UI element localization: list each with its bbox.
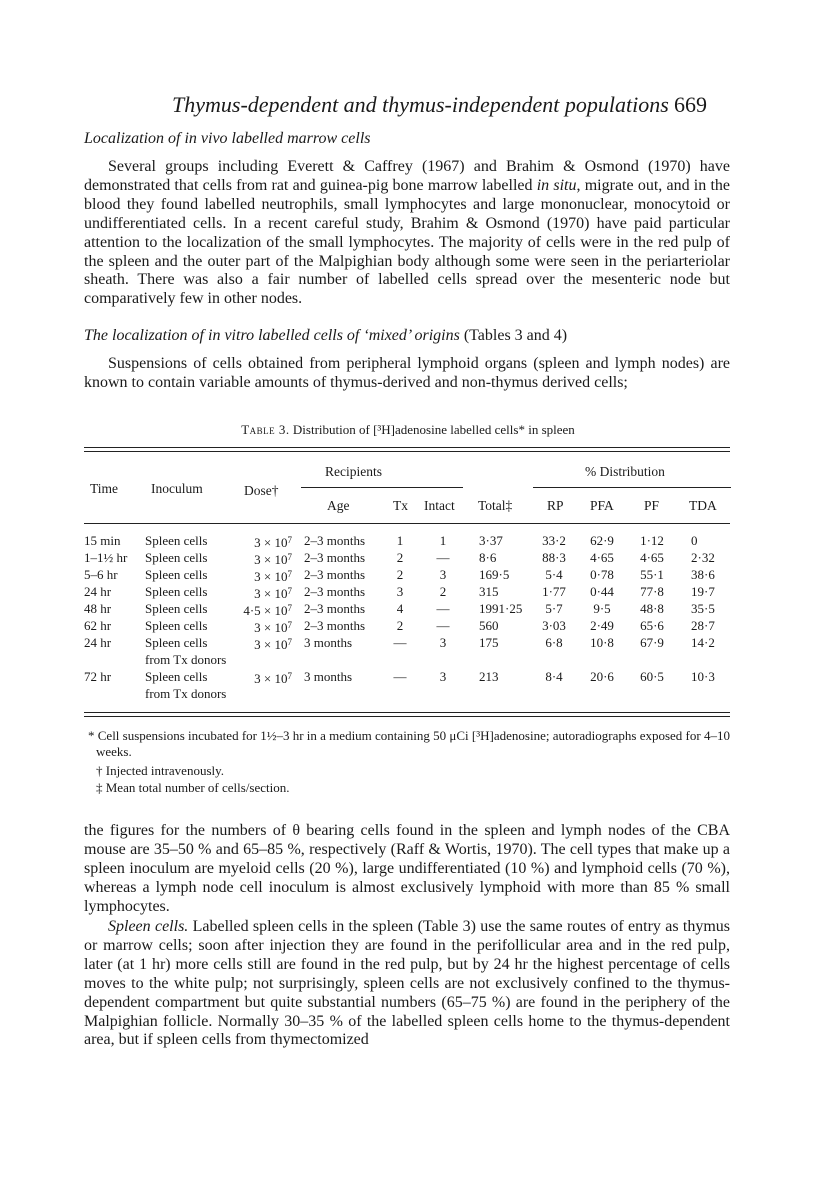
cell-inoculum: Spleen cells <box>145 601 208 616</box>
cell-pf: 60·5 <box>640 669 664 684</box>
cell-time: 24 hr <box>84 584 112 599</box>
cell-time: 24 hr <box>84 635 112 650</box>
col-tx-header: Tx <box>393 498 408 513</box>
col-rp-header: RP <box>547 498 564 513</box>
cell-tx: — <box>393 635 407 650</box>
cell-age: 2–3 months <box>304 618 366 633</box>
table-caption: Table 3. Distribution of [³H]adenosine labelled cells* in spleen <box>241 422 575 437</box>
cell-total: 175 <box>479 635 499 650</box>
cell-pfa: 2·49 <box>590 618 614 633</box>
cell-time: 62 hr <box>84 618 112 633</box>
cell-pfa: 20·6 <box>590 669 614 684</box>
cell-age: 2–3 months <box>304 550 366 565</box>
cell-age: 2–3 months <box>304 601 366 616</box>
cell-dose: $3 \times 10^7$ <box>254 552 292 567</box>
cell-pfa: 0·44 <box>590 584 614 599</box>
col-tda-header: TDA <box>689 498 717 513</box>
cell-rp: 6·8 <box>545 635 563 650</box>
cell-time: 5–6 hr <box>84 567 118 582</box>
col-age-header: Age <box>327 498 350 513</box>
cell-tx: 2 <box>396 567 404 582</box>
cell-inoculum: Spleen cells <box>145 669 208 684</box>
cell-intact: — <box>436 601 450 616</box>
recipients-header: Recipients <box>325 464 382 479</box>
footnote-asterisk: * Cell suspensions incubated for 1½–3 hr in a medium containing 50 μCi [³H]adenosine; autoradiographs exposed for 4–10 weeks. <box>88 728 730 759</box>
cell-inoculum-detail: from Tx donors <box>145 652 227 667</box>
cell-tx: 2 <box>396 550 404 565</box>
cell-dose: $4\cdot 5 \times 10^7$ <box>243 603 292 618</box>
distribution-header: % Distribution <box>585 464 665 479</box>
cell-pfa: 0·78 <box>590 567 614 582</box>
distribution-subrule <box>533 487 731 488</box>
cell-rp: 8·4 <box>545 669 563 684</box>
cell-tda: 0 <box>691 533 698 548</box>
cell-pfa: 9·5 <box>593 601 611 616</box>
cell-rp: 33·2 <box>542 533 566 548</box>
cell-dose: $3 \times 10^7$ <box>254 671 292 686</box>
col-pf-header: PF <box>644 498 660 513</box>
cell-inoculum-detail: from Tx donors <box>145 686 227 701</box>
cell-rp: 5·7 <box>545 601 563 616</box>
cell-time: 72 hr <box>84 669 112 684</box>
col-inoculum-header: Inoculum <box>151 481 203 496</box>
col-pfa-header: PFA <box>590 498 614 513</box>
cell-tx: 1 <box>396 533 404 548</box>
paragraph-suspensions: Suspensions of cells obtained from peripheral lymphoid organs (spleen and lymph nodes) are known to contain variable amounts of thymus-derived and non-thymus derived cells; <box>84 355 730 391</box>
cell-inoculum: Spleen cells <box>145 550 208 565</box>
cell-age: 3 months <box>304 635 353 650</box>
cell-rp: 88·3 <box>542 550 566 565</box>
recipients-subrule <box>301 487 463 488</box>
cell-age: 2–3 months <box>304 567 366 582</box>
col-intact-header: Intact <box>424 498 455 513</box>
cell-total: 213 <box>479 669 499 684</box>
cell-intact: 3 <box>439 669 447 684</box>
cell-pfa: 10·8 <box>590 635 614 650</box>
section-heading-marrow: Localization of in vivo labelled marrow cells <box>84 130 371 147</box>
paragraph-theta-cells: the figures for the numbers of θ bearing cells found in the spleen and lymph nodes of the CBA mouse are 35–50 % and 65–85 %, respectively (Raff & Wortis, 1970). The cell types that make up a spleen inoculum are myeloid cells (20 %), large undifferentiated (10 %) and lymphoid cells (70 %), whereas a lymph node cell inoculum is almost exclusively lymphoid with more than 85 % small lymphocytes. <box>84 822 730 915</box>
cell-tx: 4 <box>396 601 404 616</box>
footnote-dagger: † Injected intravenously. <box>96 763 225 778</box>
cell-pf: 48·8 <box>640 601 664 616</box>
cell-total: 3·37 <box>479 533 503 548</box>
table-top-rule-double <box>84 451 730 452</box>
cell-intact: 3 <box>439 635 447 650</box>
cell-pfa: 62·9 <box>590 533 614 548</box>
paragraph-marrow: Several groups including Everett & Caffrey (1967) and Brahim & Osmond (1970) have demonstrated that cells from rat and guinea-pig bone marrow labelled in situ, migrate out, and in the blood they found labelled neutrophils, small lymphocytes and large mononuclear, monocytoid or undifferentiated cells. In a recent careful study, Brahim & Osmond (1970) have paid particular attention to the localization of the small lymphocytes. The majority of cells were in the red pulp of the spleen and the outer part of the Malpighian body although some were seen in the periarteriolar sheath. There was also a fair number of labelled cells spread over the mesenteric node but comparatively few in other nodes. <box>84 158 731 308</box>
table-bottom-rule-double <box>84 716 730 717</box>
cell-pf: 67·9 <box>640 635 664 650</box>
cell-dose: $3 \times 10^7$ <box>254 569 292 584</box>
cell-total: 8·6 <box>479 550 497 565</box>
cell-pf: 65·6 <box>640 618 664 633</box>
cell-inoculum: Spleen cells <box>145 618 208 633</box>
cell-tda: 10·3 <box>691 669 715 684</box>
cell-rp: 3·03 <box>542 618 566 633</box>
col-time-header: Time <box>90 481 119 496</box>
cell-tda: 35·5 <box>691 601 715 616</box>
cell-tx: — <box>393 669 407 684</box>
cell-tda: 19·7 <box>691 584 715 599</box>
cell-pfa: 4·65 <box>590 550 614 565</box>
cell-intact: 3 <box>439 567 447 582</box>
cell-tda: 2·32 <box>691 550 715 565</box>
cell-tda: 38·6 <box>691 567 715 582</box>
section-heading-mixed-origins: The localization of in vitro labelled cells of ‘mixed’ origins (Tables 3 and 4) <box>84 327 568 344</box>
cell-inoculum: Spleen cells <box>145 584 208 599</box>
cell-tx: 3 <box>396 584 404 599</box>
footnote-double-dagger: ‡ Mean total number of cells/section. <box>96 780 290 795</box>
cell-pf: 4·65 <box>640 550 664 565</box>
cell-tx: 2 <box>396 618 404 633</box>
cell-inoculum: Spleen cells <box>145 567 208 582</box>
cell-intact: — <box>436 550 450 565</box>
cell-total: 169·5 <box>479 567 510 582</box>
table-header-rule <box>84 523 730 524</box>
cell-dose: $3 \times 10^7$ <box>254 586 292 601</box>
cell-rp: 1·77 <box>542 584 566 599</box>
running-title: Thymus-dependent and thymus-independent populations <box>172 92 669 117</box>
cell-pf: 1·12 <box>640 533 664 548</box>
cell-total: 1991·25 <box>479 601 523 616</box>
cell-inoculum: Spleen cells <box>145 635 208 650</box>
col-dose-header: Dose† <box>244 483 279 498</box>
cell-dose: $3 \times 10^7$ <box>254 620 292 635</box>
cell-dose: $3 \times 10^7$ <box>254 637 292 652</box>
cell-total: 560 <box>479 618 499 633</box>
cell-pf: 55·1 <box>640 567 664 582</box>
paragraph-spleen-cells: Spleen cells. Labelled spleen cells in the spleen (Table 3) use the same routes of entry as thymus or marrow cells; soon after injection they are found in the perifollicular area and in the red pulp, later (at 1 hr) more cells still are found in the red pulp, but by 24 hr the highest percentage of cells moves to the white pulp; not surprisingly, spleen cells are not exclusively confined to the thymus-dependent compartment but quite substantial numbers (65–75 %) are found in the periphery of the Malpighian follicle. Normally 30–35 % of the labelled spleen cells home to the thymus-dependent area, but if spleen cells from thymectomized <box>84 918 730 1049</box>
cell-time: 48 hr <box>84 601 112 616</box>
cell-intact: 2 <box>439 584 447 599</box>
cell-intact: — <box>436 618 450 633</box>
cell-inoculum: Spleen cells <box>145 533 208 548</box>
cell-tda: 14·2 <box>691 635 715 650</box>
cell-intact: 1 <box>439 533 447 548</box>
table-bottom-rule <box>84 712 730 713</box>
cell-dose: $3 \times 10^7$ <box>254 535 292 550</box>
cell-pf: 77·8 <box>640 584 664 599</box>
page-number: 669 <box>674 92 707 117</box>
col-total-header: Total‡ <box>478 498 513 513</box>
cell-tda: 28·7 <box>691 618 715 633</box>
cell-time: 15 min <box>84 533 121 548</box>
cell-age: 3 months <box>304 669 353 684</box>
cell-age: 2–3 months <box>304 533 366 548</box>
cell-rp: 5·4 <box>545 567 563 582</box>
cell-total: 315 <box>479 584 499 599</box>
table-top-rule <box>84 447 730 448</box>
cell-age: 2–3 months <box>304 584 366 599</box>
cell-time: 1–1½ hr <box>84 550 128 565</box>
